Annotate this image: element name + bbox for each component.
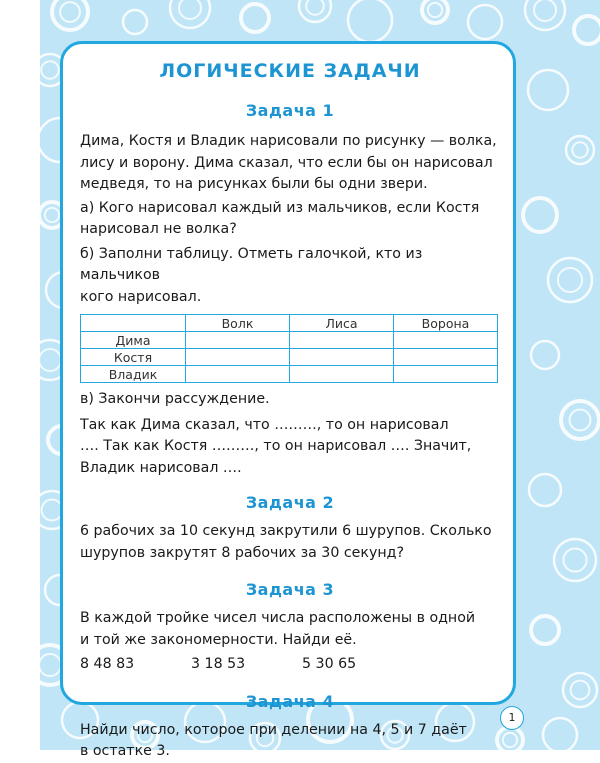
task-1-reasoning: Так как Дима сказал, что ………, то он нарисовал …. Так как Костя ………, то он нарисовал …. Значит, Владик нарисовал …. [80,416,472,476]
answer-table [80,314,498,383]
decorative-circle [52,0,88,30]
answer-cell[interactable] [186,366,290,383]
page-content [80,41,500,763]
answer-cell[interactable] [394,349,498,366]
decorative-circle [40,654,61,676]
decorative-circle [60,2,80,22]
decorative-circle [548,258,592,302]
page-number: 1 [500,706,524,730]
triple-1: 8 48 83 [80,656,135,672]
page-title: ЛОГИЧЕСКИЕ ЗАДАЧИ [159,60,421,82]
triple-2: 3 18 53 [191,656,246,672]
row-label: Костя [81,349,186,366]
task-1-part-b: б) Заполни таблицу. Отметь галочкой, кто из мальчиков кого нарисовал. [80,245,423,305]
answer-cell[interactable] [186,332,290,349]
answer-cell[interactable] [290,332,394,349]
table-header-cell: Ворона [394,315,498,332]
decorative-circle [566,136,594,164]
decorative-circle [572,142,587,157]
task-1-part-v: в) Закончи рассуждение. [80,391,270,407]
decorative-circle [179,0,201,19]
task-2-text: 6 рабочих за 10 секунд закрутили 6 шурупов. Сколько шурупов закрутят 8 рабочих за 30 секунд? [80,523,492,561]
table-row [81,332,498,349]
answer-cell[interactable] [394,366,498,383]
decorative-circle [531,616,559,644]
decorative-circle [534,0,556,21]
decorative-circle [571,681,590,700]
decorative-circle [543,718,577,750]
decorative-circle [41,61,59,79]
decorative-circle [428,3,442,17]
decorative-circle [40,349,61,371]
answer-cell[interactable] [290,366,394,383]
decorative-circle [45,208,59,222]
task-2-heading: Задача 2 [245,493,335,512]
task-1-intro: Дима, Костя и Владик нарисовали по рисунку — волка, лису и ворону. Дима сказал, что если бы он нарисовал медведя, то на рисунках были бы одни звери. [80,133,497,192]
decorative-circle [306,0,324,15]
decorative-circle [468,5,502,39]
table-header-cell: Волк [186,315,290,332]
table-header-row [81,315,498,332]
decorative-circle [123,10,147,34]
answer-cell[interactable] [186,349,290,366]
triple-3: 5 30 65 [302,656,357,672]
decorative-circle [561,401,599,439]
task-1-part-a: а) Кого нарисовал каждый из мальчиков, если Костя нарисовал не волка? [80,199,480,237]
decorative-circle [528,70,568,110]
answer-cell[interactable] [394,332,498,349]
answer-cell[interactable] [290,349,394,366]
decorative-circle [554,539,596,581]
decorative-circle [563,673,597,707]
number-triples [80,654,500,676]
task-4-heading: Задача 4 [245,691,335,711]
decorative-circle [531,341,559,369]
task-1-heading: Задача 1 [245,101,335,120]
task-3-text: В каждой тройке чисел числа расположены в одной и той же закономерности. Найди её. [80,610,476,648]
decorative-circle [525,0,565,30]
table-row [81,366,498,383]
table-header-cell: Лиса [290,315,394,332]
task-4-text: Найди число, которое при делении на 4, 5 и 7 даёт в остатке 3. [80,721,467,759]
table-header-cell [81,315,186,332]
decorative-circle [570,410,591,431]
decorative-circle [558,268,582,292]
table-row [81,349,498,366]
decorative-circle [241,4,269,32]
decorative-circle [523,198,557,232]
decorative-circle [529,474,561,506]
task-3-heading: Задача 3 [245,580,335,599]
row-label: Владик [81,366,186,383]
decorative-circle [299,0,331,22]
decorative-circle [348,0,392,42]
decorative-circle [563,548,586,571]
row-label: Дима [81,332,186,349]
decorative-circle [170,0,210,28]
decorative-circle [503,733,517,747]
decorative-circle [574,16,600,44]
